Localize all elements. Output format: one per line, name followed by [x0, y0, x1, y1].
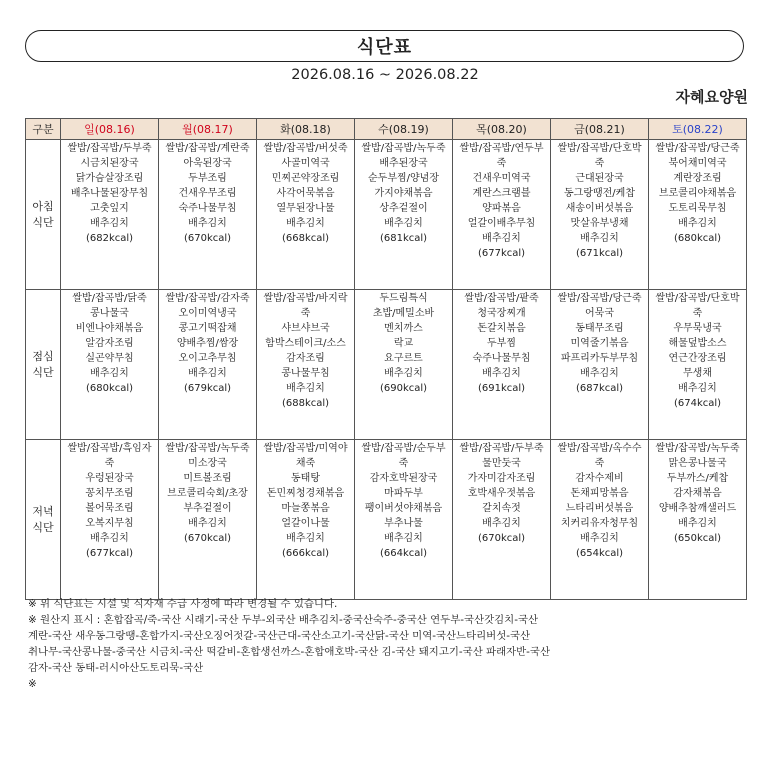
menu-item: 쌀밥/잡곡밥/감자죽 — [165, 293, 250, 304]
menu-item: 순두부찜/양념장 — [368, 173, 439, 184]
menu-item: 청국장찌개 — [477, 308, 526, 319]
menu-item: 쌀밥/잡곡밥/버섯죽 — [263, 143, 348, 154]
calorie-value: (687kcal) — [575, 383, 624, 394]
menu-item: 양배추참깨샐러드 — [658, 503, 737, 514]
calorie-value: (682kcal) — [85, 233, 134, 244]
menu-item: 가지야채볶음 — [374, 188, 433, 199]
note-line: ※ — [28, 678, 37, 690]
meal-label — [26, 440, 61, 600]
menu-item: 마늘쫑볶음 — [281, 503, 330, 514]
menu-item: 닭가슴살장조림 — [75, 173, 144, 184]
menu-item: 배추김치 — [580, 533, 619, 544]
menu-cell — [453, 140, 551, 290]
menu-item: 부추겉절이 — [183, 503, 232, 514]
menu-cell — [159, 290, 257, 440]
menu-cell — [159, 140, 257, 290]
menu-item: 콩나물무침 — [281, 368, 330, 379]
menu-item: 느타리버섯볶음 — [565, 503, 634, 514]
day-header: 화(08.18) — [257, 119, 355, 140]
menu-cell — [649, 440, 747, 600]
calorie-value: (670kcal) — [477, 533, 526, 544]
menu-item: 쌀밥/잡곡밥/녹두죽 — [165, 443, 250, 454]
menu-item: 쌀밥/잡곡밥/녹두죽 — [361, 143, 446, 154]
facility-name: 자혜요양원 — [675, 88, 748, 106]
menu-item: 파프리카두부무침 — [560, 353, 639, 364]
menu-item: 숙주나물무침 — [178, 203, 237, 214]
menu-item: 사각어묵볶음 — [276, 188, 335, 199]
menu-item: 호박새우젓볶음 — [467, 488, 536, 499]
date-range: 2026.08.16 ~ 2026.08.22 — [291, 67, 479, 83]
menu-item: 상추겉절이 — [379, 203, 428, 214]
menu-item: 오이고추무침 — [178, 353, 237, 364]
menu-item: 부추나물 — [384, 518, 423, 529]
calorie-value: (688kcal) — [281, 398, 330, 409]
menu-item: 맛살유부냉채 — [570, 218, 629, 229]
calorie-value: (680kcal) — [673, 233, 722, 244]
menu-cell — [453, 290, 551, 440]
meal-label — [26, 290, 61, 440]
menu-item: 해물덮밥소스 — [668, 338, 727, 349]
menu-cell — [61, 290, 159, 440]
menu-item: 쌀밥/잡곡밥/단호박죽 — [655, 293, 740, 319]
menu-item: 쌀밥/잡곡밥/팥죽 — [464, 293, 539, 304]
menu-cell — [257, 140, 355, 290]
menu-item: 쌀밥/잡곡밥/흑임자죽 — [67, 443, 152, 469]
menu-item: 배추김치 — [384, 218, 423, 229]
menu-item: 배추김치 — [188, 368, 227, 379]
menu-item: 배추김치 — [482, 368, 521, 379]
calorie-value: (691kcal) — [477, 383, 526, 394]
menu-item: 쌀밥/잡곡밥/계란죽 — [165, 143, 250, 154]
calorie-value: (677kcal) — [477, 248, 526, 259]
menu-item: 쌀밥/잡곡밥/당근죽 — [557, 293, 642, 304]
meal-label — [26, 140, 61, 290]
menu-item: 쌀밥/잡곡밥/연두부죽 — [459, 143, 544, 169]
menu-item: 건새우무조림 — [178, 188, 237, 199]
menu-item: 배추김치 — [482, 518, 521, 529]
menu-item: 양파볶음 — [482, 203, 521, 214]
menu-item: 고춧잎지 — [90, 203, 129, 214]
menu-item: 감자수제비 — [575, 473, 624, 484]
menu-cell — [159, 440, 257, 600]
menu-item: 배추김치 — [580, 233, 619, 244]
menu-item: 두부까스/케찹 — [666, 473, 729, 484]
menu-item: 시금치된장국 — [80, 158, 139, 169]
calorie-value: (664kcal) — [379, 548, 428, 559]
menu-item: 돈갈치볶음 — [477, 323, 526, 334]
calorie-value: (680kcal) — [85, 383, 134, 394]
menu-item: 배추김치 — [678, 518, 717, 529]
menu-table — [25, 118, 747, 600]
menu-cell — [649, 290, 747, 440]
menu-item: 배추김치 — [188, 218, 227, 229]
menu-item: 물만둣국 — [482, 458, 521, 469]
calorie-value: (671kcal) — [575, 248, 624, 259]
menu-item: 갈치속젓 — [482, 503, 521, 514]
calorie-value: (654kcal) — [575, 548, 624, 559]
header-row — [26, 119, 747, 140]
menu-item: 배추김치 — [678, 218, 717, 229]
menu-item: 배추김치 — [580, 368, 619, 379]
meal-label-text: 점심 — [32, 349, 54, 363]
menu-item: 락교 — [393, 338, 414, 349]
notes — [28, 596, 753, 692]
menu-cell — [61, 440, 159, 600]
calorie-value: (670kcal) — [183, 233, 232, 244]
corner-label: 구분 — [26, 119, 61, 140]
menu-item: 북어채미역국 — [668, 158, 727, 169]
menu-item: 쌀밥/잡곡밥/순두부죽 — [361, 443, 446, 469]
menu-item: 계란장조림 — [673, 173, 722, 184]
day-header: 수(08.19) — [355, 119, 453, 140]
menu-item: 배추김치 — [90, 533, 129, 544]
menu-item: 얼갈이나물 — [281, 518, 330, 529]
calorie-value: (674kcal) — [673, 398, 722, 409]
menu-cell — [257, 290, 355, 440]
menu-item: 배추김치 — [384, 533, 423, 544]
meal-row — [26, 440, 747, 600]
menu-item: 배추김치 — [286, 218, 325, 229]
page-title-box — [25, 30, 744, 62]
menu-item: 근대된장국 — [575, 173, 624, 184]
menu-cell — [551, 140, 649, 290]
menu-item: 콩나물국 — [90, 308, 129, 319]
menu-item: 쌀밥/잡곡밥/미역야채죽 — [263, 443, 348, 469]
menu-item: 동그랑땡전/케찹 — [564, 188, 635, 199]
menu-item: 두부찜 — [487, 338, 516, 349]
menu-item: 맑은콩나물국 — [668, 458, 727, 469]
menu-item: 배추김치 — [90, 368, 129, 379]
menu-item: 배추김치 — [286, 533, 325, 544]
menu-item: 어묵국 — [585, 308, 614, 319]
menu-item: 쌀밥/잡곡밥/녹두죽 — [655, 443, 740, 454]
menu-item: 새송이버섯볶음 — [565, 203, 634, 214]
calorie-value: (666kcal) — [281, 548, 330, 559]
menu-item: 두드림특식 — [379, 293, 428, 304]
menu-item: 배추김치 — [188, 518, 227, 529]
menu-item: 쌀밥/잡곡밥/옥수수죽 — [557, 443, 642, 469]
menu-item: 오복지무침 — [85, 518, 134, 529]
meal-label-text: 아침 — [32, 199, 54, 213]
menu-item: 도토리묵무침 — [668, 203, 727, 214]
calorie-value: (681kcal) — [379, 233, 428, 244]
menu-item: 두부조림 — [188, 173, 227, 184]
menu-item: 미소장국 — [188, 458, 227, 469]
page-title: 식단표 — [356, 37, 413, 58]
calorie-value: (677kcal) — [85, 548, 134, 559]
menu-item: 양배추찜/쌈장 — [176, 338, 239, 349]
menu-item: 쌀밥/잡곡밥/닭죽 — [72, 293, 147, 304]
menu-item: 민찌곤약장조림 — [271, 173, 340, 184]
calorie-value: (690kcal) — [379, 383, 428, 394]
menu-item: 알감자조림 — [85, 338, 134, 349]
menu-item: 돈채피망볶음 — [570, 488, 629, 499]
menu-item: 돈민찌청경채볶음 — [266, 488, 345, 499]
menu-item: 우렁된장국 — [85, 473, 134, 484]
menu-item: 쌀밥/잡곡밥/당근죽 — [655, 143, 740, 154]
menu-item: 숙주나물무침 — [472, 353, 531, 364]
menu-cell — [61, 140, 159, 290]
menu-item: 건새우미역국 — [472, 173, 531, 184]
menu-item: 초밥/메밀소바 — [372, 308, 435, 319]
menu-item: 꽁치무조림 — [85, 488, 134, 499]
menu-item: 비엔나야채볶음 — [75, 323, 144, 334]
menu-item: 쌀밥/잡곡밥/두부죽 — [67, 143, 152, 154]
menu-item: 미역줄기볶음 — [570, 338, 629, 349]
day-header: 목(08.20) — [453, 119, 551, 140]
menu-cell — [551, 440, 649, 600]
day-header: 일(08.16) — [61, 119, 159, 140]
note-line: 계란-국산 새우동그랑땡-혼합가지-국산오징어젓갈-국산근대-국산소고기-국산닭-국산 미역-국산느타리버섯-국산 — [28, 630, 531, 642]
day-header: 월(08.17) — [159, 119, 257, 140]
menu-item: 함박스테이크/소스 — [265, 338, 346, 349]
calorie-value: (670kcal) — [183, 533, 232, 544]
meal-label-text: 식단 — [32, 215, 54, 229]
note-line: ※ 위 식단표는 시설 및 식자재 수급 사정에 따라 변경될 수 있습니다. — [28, 598, 338, 610]
menu-item: 배추된장국 — [379, 158, 428, 169]
menu-cell — [453, 440, 551, 600]
meal-label-text: 식단 — [32, 520, 54, 534]
menu-item: 가자미감자조림 — [467, 473, 536, 484]
meal-label-text: 식단 — [32, 365, 54, 379]
calorie-value: (668kcal) — [281, 233, 330, 244]
menu-item: 동태탕 — [291, 473, 320, 484]
menu-item: 샤브샤브국 — [281, 323, 330, 334]
day-header: 토(08.22) — [649, 119, 747, 140]
menu-item: 브로콜리야채볶음 — [658, 188, 737, 199]
menu-item: 쌀밥/잡곡밥/단호박죽 — [557, 143, 642, 169]
menu-cell — [551, 290, 649, 440]
menu-item: 멘치까스 — [384, 323, 423, 334]
menu-item: 사골미역국 — [281, 158, 330, 169]
menu-item: 감자채볶음 — [673, 488, 722, 499]
menu-item: 배추김치 — [482, 233, 521, 244]
menu-item: 실곤약무침 — [85, 353, 134, 364]
note-line: ※ 원산지 표시 : 혼합잡곡/죽-국산 시래기-국산 두부-외국산 배추김치-중국산숙주-중국산 연두부-국산갓김치-국산 — [28, 614, 539, 626]
note-line: 감자-국산 동태-러시아산도토리묵-국산 — [28, 662, 204, 674]
menu-item: 배추김치 — [384, 368, 423, 379]
menu-item: 계란스크램블 — [472, 188, 531, 199]
menu-item: 무생채 — [683, 368, 712, 379]
day-header: 금(08.21) — [551, 119, 649, 140]
menu-item: 우무묵냉국 — [673, 323, 722, 334]
meal-row — [26, 140, 747, 290]
menu-item: 볼어묵조림 — [85, 503, 134, 514]
menu-item: 요구르트 — [384, 353, 423, 364]
meal-label-text: 저녁 — [32, 504, 54, 518]
calorie-value: (679kcal) — [183, 383, 232, 394]
menu-item: 연근간장조림 — [668, 353, 727, 364]
menu-item: 콩고기떡잡채 — [178, 323, 237, 334]
menu-item: 팽이버섯야채볶음 — [364, 503, 443, 514]
menu-item: 배추김치 — [678, 383, 717, 394]
menu-cell — [257, 440, 355, 600]
menu-item: 오이미역냉국 — [178, 308, 237, 319]
meal-row — [26, 290, 747, 440]
menu-item: 미트볼조림 — [183, 473, 232, 484]
menu-cell — [355, 440, 453, 600]
menu-cell — [355, 290, 453, 440]
menu-cell — [649, 140, 747, 290]
menu-item: 동태무조림 — [575, 323, 624, 334]
menu-item: 쌀밥/잡곡밥/바지락죽 — [263, 293, 348, 319]
menu-item: 열무된장나물 — [276, 203, 335, 214]
note-line: 취나무-국산콩나물-중국산 시금치-국산 떡갈비-혼합생선까스-혼합애호박-국산 김-국산 돼지고기-국산 파래자반-국산 — [28, 646, 551, 658]
menu-cell — [355, 140, 453, 290]
calorie-value: (650kcal) — [673, 533, 722, 544]
menu-item: 감자호박된장국 — [369, 473, 438, 484]
menu-item: 배추김치 — [286, 383, 325, 394]
menu-item: 배추나물된장무침 — [70, 188, 149, 199]
menu-item: 아욱된장국 — [183, 158, 232, 169]
menu-item: 감자조림 — [286, 353, 325, 364]
menu-item: 치커리유자청무침 — [560, 518, 639, 529]
menu-item: 마파두부 — [384, 488, 423, 499]
menu-item: 얼갈이배추무침 — [467, 218, 536, 229]
menu-item: 배추김치 — [90, 218, 129, 229]
menu-item: 브로콜리숙회/초장 — [167, 488, 248, 499]
menu-item: 쌀밥/잡곡밥/두부죽 — [459, 443, 544, 454]
